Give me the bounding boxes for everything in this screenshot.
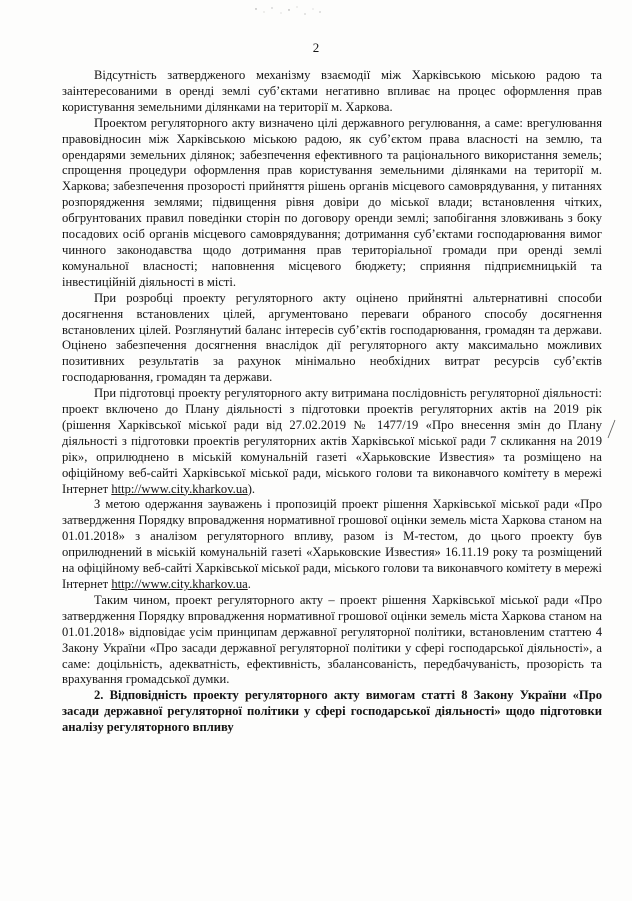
paragraph-end: ).	[247, 481, 256, 496]
paragraph-regulation-goals: Проектом регуляторного акту визначено цілі державного регулювання, а саме: врегулювання правовідносин між Харківською міською радою, як суб’єктом права власності на землю, та орендарями земельних ділянок; забезпечення ефективного та раціонального використання земель; спрощення процедури оформлення прав користування земельними ділянками на території м. Харкова; забезпечення прозорості прийняття рішень органів місцевого самоврядування, у питаннях розпорядження землями; підвищення рівня довіри до міської влади; встановлення чітких, обгрунтованих правил поведінки сторін по договору оренди землі; запобігання зловживань з боку посадових осіб органів місцевого самоврядування; дотримання суб’єктами господарювання вимог чинного законодавства щодо дотримання прав територіальної громади при оренді землі комунальної власності; наповнення місцевого бюджету; сприяння підприємницькій та інвестиційній діяльності в місті.	[62, 115, 602, 289]
website-link[interactable]: http://www.city.kharkov.ua	[111, 481, 248, 496]
website-link[interactable]: http://www.city.kharkov.ua	[111, 577, 248, 591]
document-body	[62, 68, 602, 736]
paragraph-interaction-mechanism: Відсутність затвердженого механізму взаємодії між Харківською міською радою та заінтересованими в оренді землі суб’єктами негативно впливає на процес оформлення прав користування земельними ділянками на території м. Харкова.	[62, 68, 602, 114]
paragraph-alternatives: При розробці проекту регуляторного акту оцінено прийнятні альтернативні способи досягнення встановлених цілей, аргументовано переваги обраного способу досягнення встановлених цілей. Розглянутий баланс інтересів суб’єктів господарювання, громадян та держави. Оцінено забезпечення досягнення внаслідок дії регуляторного акту максимально можливих позитивних результатів за рахунок мінімально необхідних витрат ресурсів суб’єктів господарювання, громадян та держави.	[62, 290, 602, 385]
paragraph-text: З метою одержання зауважень і пропозицій проект рішення Харківської міської ради «Про затвердження Порядку впровадження нормативної грошової оцінки земель міста Харкова станом на 01.01.2018» з аналізом регуляторного впливу, разом із М-тестом, до цього проекту був оприлюднений в міській комунальній газеті «Харьковские Известия» 16.11.19 року та розміщений на офіційному веб-сайті Харківської міської ради, міського голови та виконавчого комітету в мережі Інтернет	[62, 497, 602, 591]
paragraph-end: .	[247, 577, 251, 591]
page-number: 2	[312, 40, 320, 55]
paragraph-text: При підготовці проекту регуляторного акту витримана послідовність регуляторної діяльності: проект включено до Плану діяльності з підготовки проектів регуляторних актів на 2019 рік (рішення Харківської міської ради від 27.02.2019 № 1477/19 «Про внесення змін до Плану діяльності з підготовки проектів регуляторних актів Харківської міської ради 7 скликання на 2019 рік», оприлюднено в міській комунальній газеті «Харьковские Известия» та розміщено на офіційному веб-сайті Харківської міської ради, міського голови та виконавчого комітету в мережі Інтернет	[62, 386, 602, 496]
scan-specks	[250, 4, 330, 18]
paragraph-regulatory-sequence	[62, 386, 602, 497]
paragraph-publication	[62, 497, 602, 592]
paragraph-conclusion: Таким чином, проект регуляторного акту – проект рішення Харківської міської ради «Про затвердження Порядку впровадження нормативної грошової оцінки земель міста Харкова станом на 01.01.2018» відповідає усім принципам державної регуляторної політики, встановленим статтею 4 Закону України «Про засади державної регуляторної політики у сфері господарської діяльності», а саме: доцільність, адекватність, ефективність, збалансованість, передбачуваність, прозорість та врахування громадської думки.	[62, 592, 602, 687]
section-heading: 2. Відповідність проекту регуляторного акту вимогам статті 8 Закону України «Про засади державної регуляторної політики у сфері господарської діяльності» щодо підготовки аналізу регуляторного впливу	[62, 688, 602, 735]
margin-pen-mark	[604, 418, 618, 440]
